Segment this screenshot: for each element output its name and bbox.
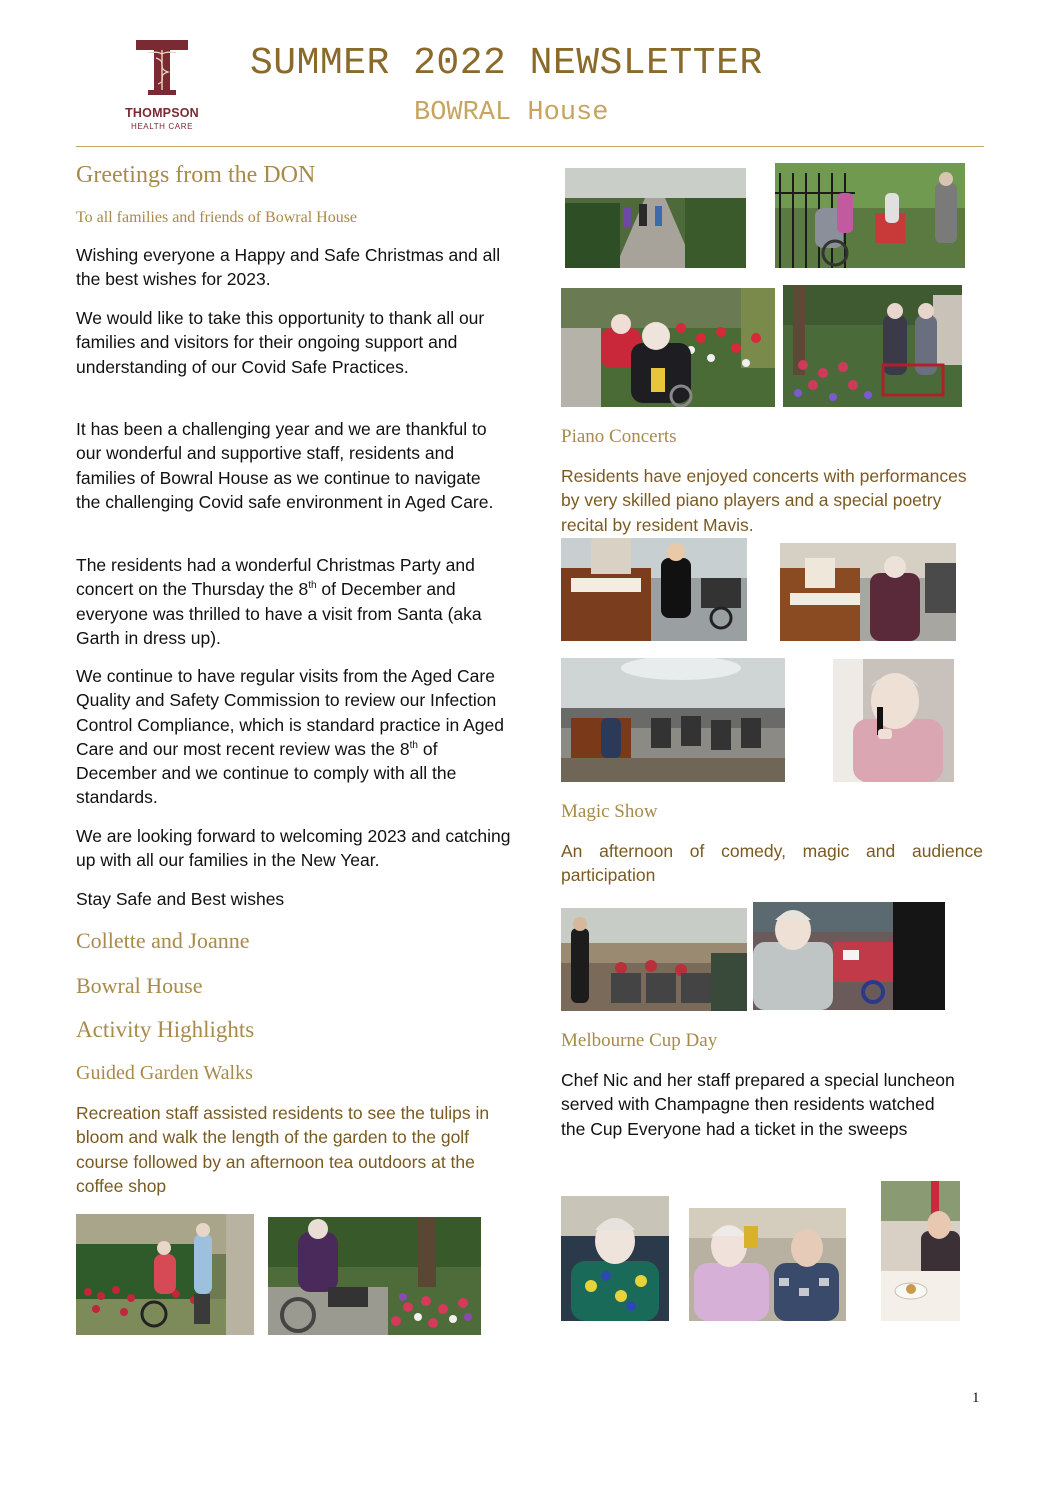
- photo-garden-walk-1: [76, 1214, 254, 1335]
- photo-piano-player-2: [780, 543, 956, 641]
- thompson-logo: [110, 38, 214, 134]
- ordinal-suffix: th: [409, 740, 418, 752]
- paragraph-christmas-party: [76, 553, 504, 650]
- logo-name: THOMPSON: [125, 106, 199, 120]
- text-part: of December and everyone was thrilled to have a visit from Santa (aka Garth in dress up).: [76, 579, 482, 648]
- garden-walks-heading: Guided Garden Walks: [76, 1062, 253, 1084]
- piano-concerts-text: Residents have enjoyed concerts with performances by very skilled piano players and a special poetry recital by resident Mavis.: [561, 466, 967, 535]
- melbourne-cup-text: Chef Nic and her staff prepared a special luncheon served with Champagne then residents watched the Cup Everyone had a ticket in the sweeps: [561, 1070, 955, 1139]
- photo-cup-day-toast: [689, 1208, 846, 1321]
- signature-names: Collette and Joanne: [76, 928, 250, 953]
- logo-t-caduceus-icon: [134, 38, 190, 96]
- page-number: 1: [972, 1390, 980, 1406]
- logo-subtext: HEALTH CARE: [130, 122, 194, 131]
- paragraph-new-year: We are looking forward to welcoming 2023 and catching up with all our families in the New Year.: [76, 826, 511, 871]
- melbourne-cup-heading: Melbourne Cup Day: [561, 1030, 718, 1051]
- photo-garden-walk-2: [268, 1217, 481, 1335]
- piano-concerts-heading: Piano Concerts: [561, 426, 677, 447]
- photo-magic-trick: [753, 902, 945, 1010]
- photo-poetry-recital: [833, 659, 954, 782]
- ordinal-suffix: th: [308, 580, 317, 592]
- photo-garden-walkers: [783, 285, 962, 407]
- paragraph-thanks: We would like to take this opportunity to thank all our families and visitors for their ongoing support and understanding of our Covid Safe Practices.: [76, 308, 485, 377]
- photo-cup-day-luncheon: [881, 1181, 960, 1321]
- paragraph-commission-visits: [76, 664, 506, 810]
- paragraph-challenging-year: It has been a challenging year and we are thankful to our wonderful and supportive staff, residents and families of Bowral House as we continue to navigate the challenging Covid safe environment in Aged Care.: [76, 419, 494, 512]
- magic-show-text: An afternoon of comedy, magic and audience participation: [561, 841, 983, 886]
- photo-piano-player-1: [561, 538, 747, 641]
- photo-garden-wheelchairs: [561, 288, 775, 407]
- greeting-subheading: To all families and friends of Bowral House: [76, 209, 358, 226]
- greeting-heading: Greetings from the DON: [76, 162, 316, 188]
- paragraph-wishes: Wishing everyone a Happy and Safe Christmas and all the best wishes for 2023.: [76, 245, 501, 290]
- text-part: The residents had a wonderful Christmas Party and concert on the Thursday the 8: [76, 555, 475, 600]
- photo-concert-room: [561, 658, 785, 782]
- signature-house: Bowral House: [76, 973, 203, 998]
- photo-garden-fence: [775, 163, 965, 268]
- newsletter-subtitle: BOWRAL House: [414, 98, 609, 128]
- photo-garden-path: [565, 168, 746, 268]
- photo-cup-day-resident-1: [561, 1196, 669, 1321]
- text-part: We continue to have regular visits from the Aged Care Quality and Safety Commission to review our Infection Control Compliance, which is standard practice in Aged Care and our most recent review was the 8: [76, 666, 504, 759]
- text-part: of December and we continue to comply with all the standards.: [76, 738, 457, 808]
- garden-walks-text: Recreation staff assisted residents to see the tulips in bloom and walk the length of the garden to the golf course followed by an afternoon tea outdoors at the coffee shop: [76, 1103, 490, 1196]
- newsletter-title: SUMMER 2022 NEWSLETTER: [250, 42, 763, 85]
- header-divider: [76, 146, 984, 147]
- magic-show-heading: Magic Show: [561, 801, 658, 822]
- paragraph-stay-safe: Stay Safe and Best wishes: [76, 889, 285, 909]
- activity-heading: Activity Highlights: [76, 1017, 255, 1042]
- photo-magic-show-audience: [561, 908, 747, 1011]
